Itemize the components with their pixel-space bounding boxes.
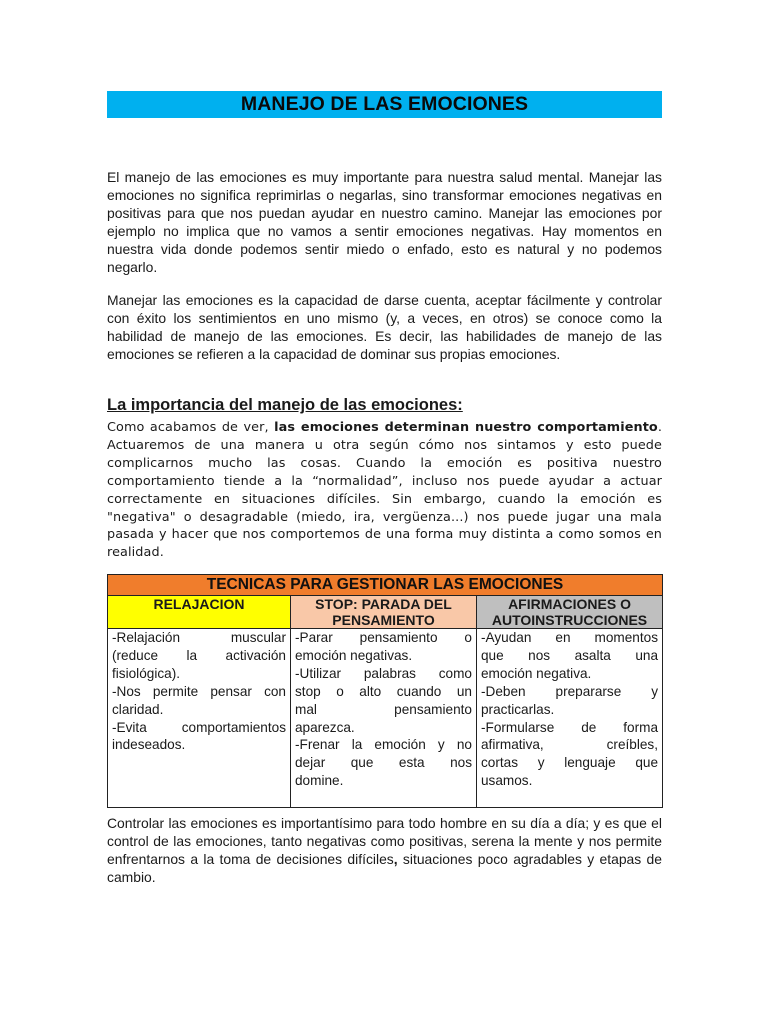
cell-line: -Frenar la emoción y no (295, 737, 472, 753)
cell-line: aparezca. (295, 719, 355, 735)
cell-line: practicarlas. (481, 701, 555, 717)
column-header-relajacion: RELAJACION (108, 596, 291, 629)
cell-line: -Evita comportamientos (112, 719, 286, 735)
section-heading: La importancia del manejo de las emociones: (107, 396, 463, 414)
importance-paragraph-bold: las emociones determinan nuestro comportamiento (274, 420, 658, 435)
cell-line: -Formularse de forma (481, 719, 659, 735)
cell-line: mal pensamiento (295, 701, 472, 717)
closing-paragraph-rest: situaciones poco agradables y etapas de cambio. (107, 850, 662, 885)
cell-line: -Nos permite pensar con (112, 683, 286, 699)
cell-line: emoción negativa. (481, 665, 592, 681)
closing-paragraph (107, 815, 662, 887)
column-cell-stop (291, 629, 477, 808)
cell-line: -Parar pensamiento o (295, 630, 472, 645)
cell-line: -Utilizar palabras como (295, 665, 472, 681)
cell-line: fisiológica). (112, 665, 180, 681)
page-title: MANEJO DE LAS EMOCIONES (240, 93, 529, 115)
cell-line: que nos asalta una (481, 647, 659, 663)
column-cell-afirmaciones (477, 629, 663, 808)
cell-line: -Ayudan en momentos (481, 630, 659, 645)
cell-line: (reduce la activación (112, 647, 286, 663)
cell-line: indeseados. (112, 737, 186, 753)
cell-line: emoción negativas. (295, 647, 413, 663)
cell-line: domine. (295, 773, 344, 789)
title-banner (107, 91, 662, 118)
closing-paragraph-bold: , (393, 850, 398, 867)
cell-line: afirmativa, creíbles, (481, 737, 659, 753)
table-title: TECNICAS PARA GESTIONAR LAS EMOCIONES (108, 575, 663, 596)
cell-line: dejar que esta nos (295, 755, 472, 771)
cell-line: -Relajación muscular (112, 630, 286, 645)
cell-line: claridad. (112, 701, 164, 717)
column-header-stop: STOP: PARADA DEL PENSAMIENTO (291, 596, 477, 629)
importance-paragraph-rest: . Actuaremos de una manera u otra según cómo nos sintamos y esto puede complicarnos mucho las cosas. Cuando la emoción es positiva nuestro comportamiento tiende a la “normalidad”, incluso nos puede ayudar a actuar correctamente en situaciones difíciles. Sin embargo, cuando la emoción es "negativa" o desagradable (miedo, ira, vergüenza...) nos puede jugar una mala pasada y hacer que nos comportemos de una forma muy distinta a como somos en realidad. (107, 420, 663, 561)
column-cell-relajacion (108, 629, 291, 808)
cell-line: usamos. (481, 773, 533, 789)
techniques-table (107, 574, 663, 808)
cell-line: cortas y lenguaje que (481, 755, 659, 771)
cell-line: -Deben prepararse y (481, 683, 659, 699)
importance-paragraph (107, 419, 662, 562)
intro-paragraph: El manejo de las emociones es muy importante para nuestra salud mental. Manejar las emociones no significa reprimirlas o negarlas, sino transformar emociones negativas en positivas para que nos puedan ayudar en nuestro camino. Manejar las emociones por ejemplo no implica que no vamos a sentir emociones negativas. Hay momentos en nuestra vida donde podemos sentir miedo o enfado, esto es natural y no podemos negarlo. (107, 169, 662, 275)
definition-paragraph: Manejar las emociones es la capacidad de darse cuenta, aceptar fácilmente y controlar con éxito los sentimientos en uno mismo (y, a veces, en otros) se conoce como la habilidad de manejo de las emociones. Es decir, las habilidades de manejo de las emociones se refieren a la capacidad de dominar sus propias emociones. (107, 292, 662, 362)
closing-paragraph-start: Controlar las emociones es importantísimo para todo hombre en su día a día; y es que el control de las emociones, tanto negativas como positivas, serena la mente y nos permite enfrentarnos a la toma de decisiones difíciles (107, 815, 662, 867)
importance-paragraph-start: Como acabamos de ver, (107, 420, 275, 435)
cell-line: stop o alto cuando un (295, 683, 472, 699)
column-header-afirmaciones: AFIRMACIONES O AUTOINSTRUCCIONES (477, 596, 663, 629)
